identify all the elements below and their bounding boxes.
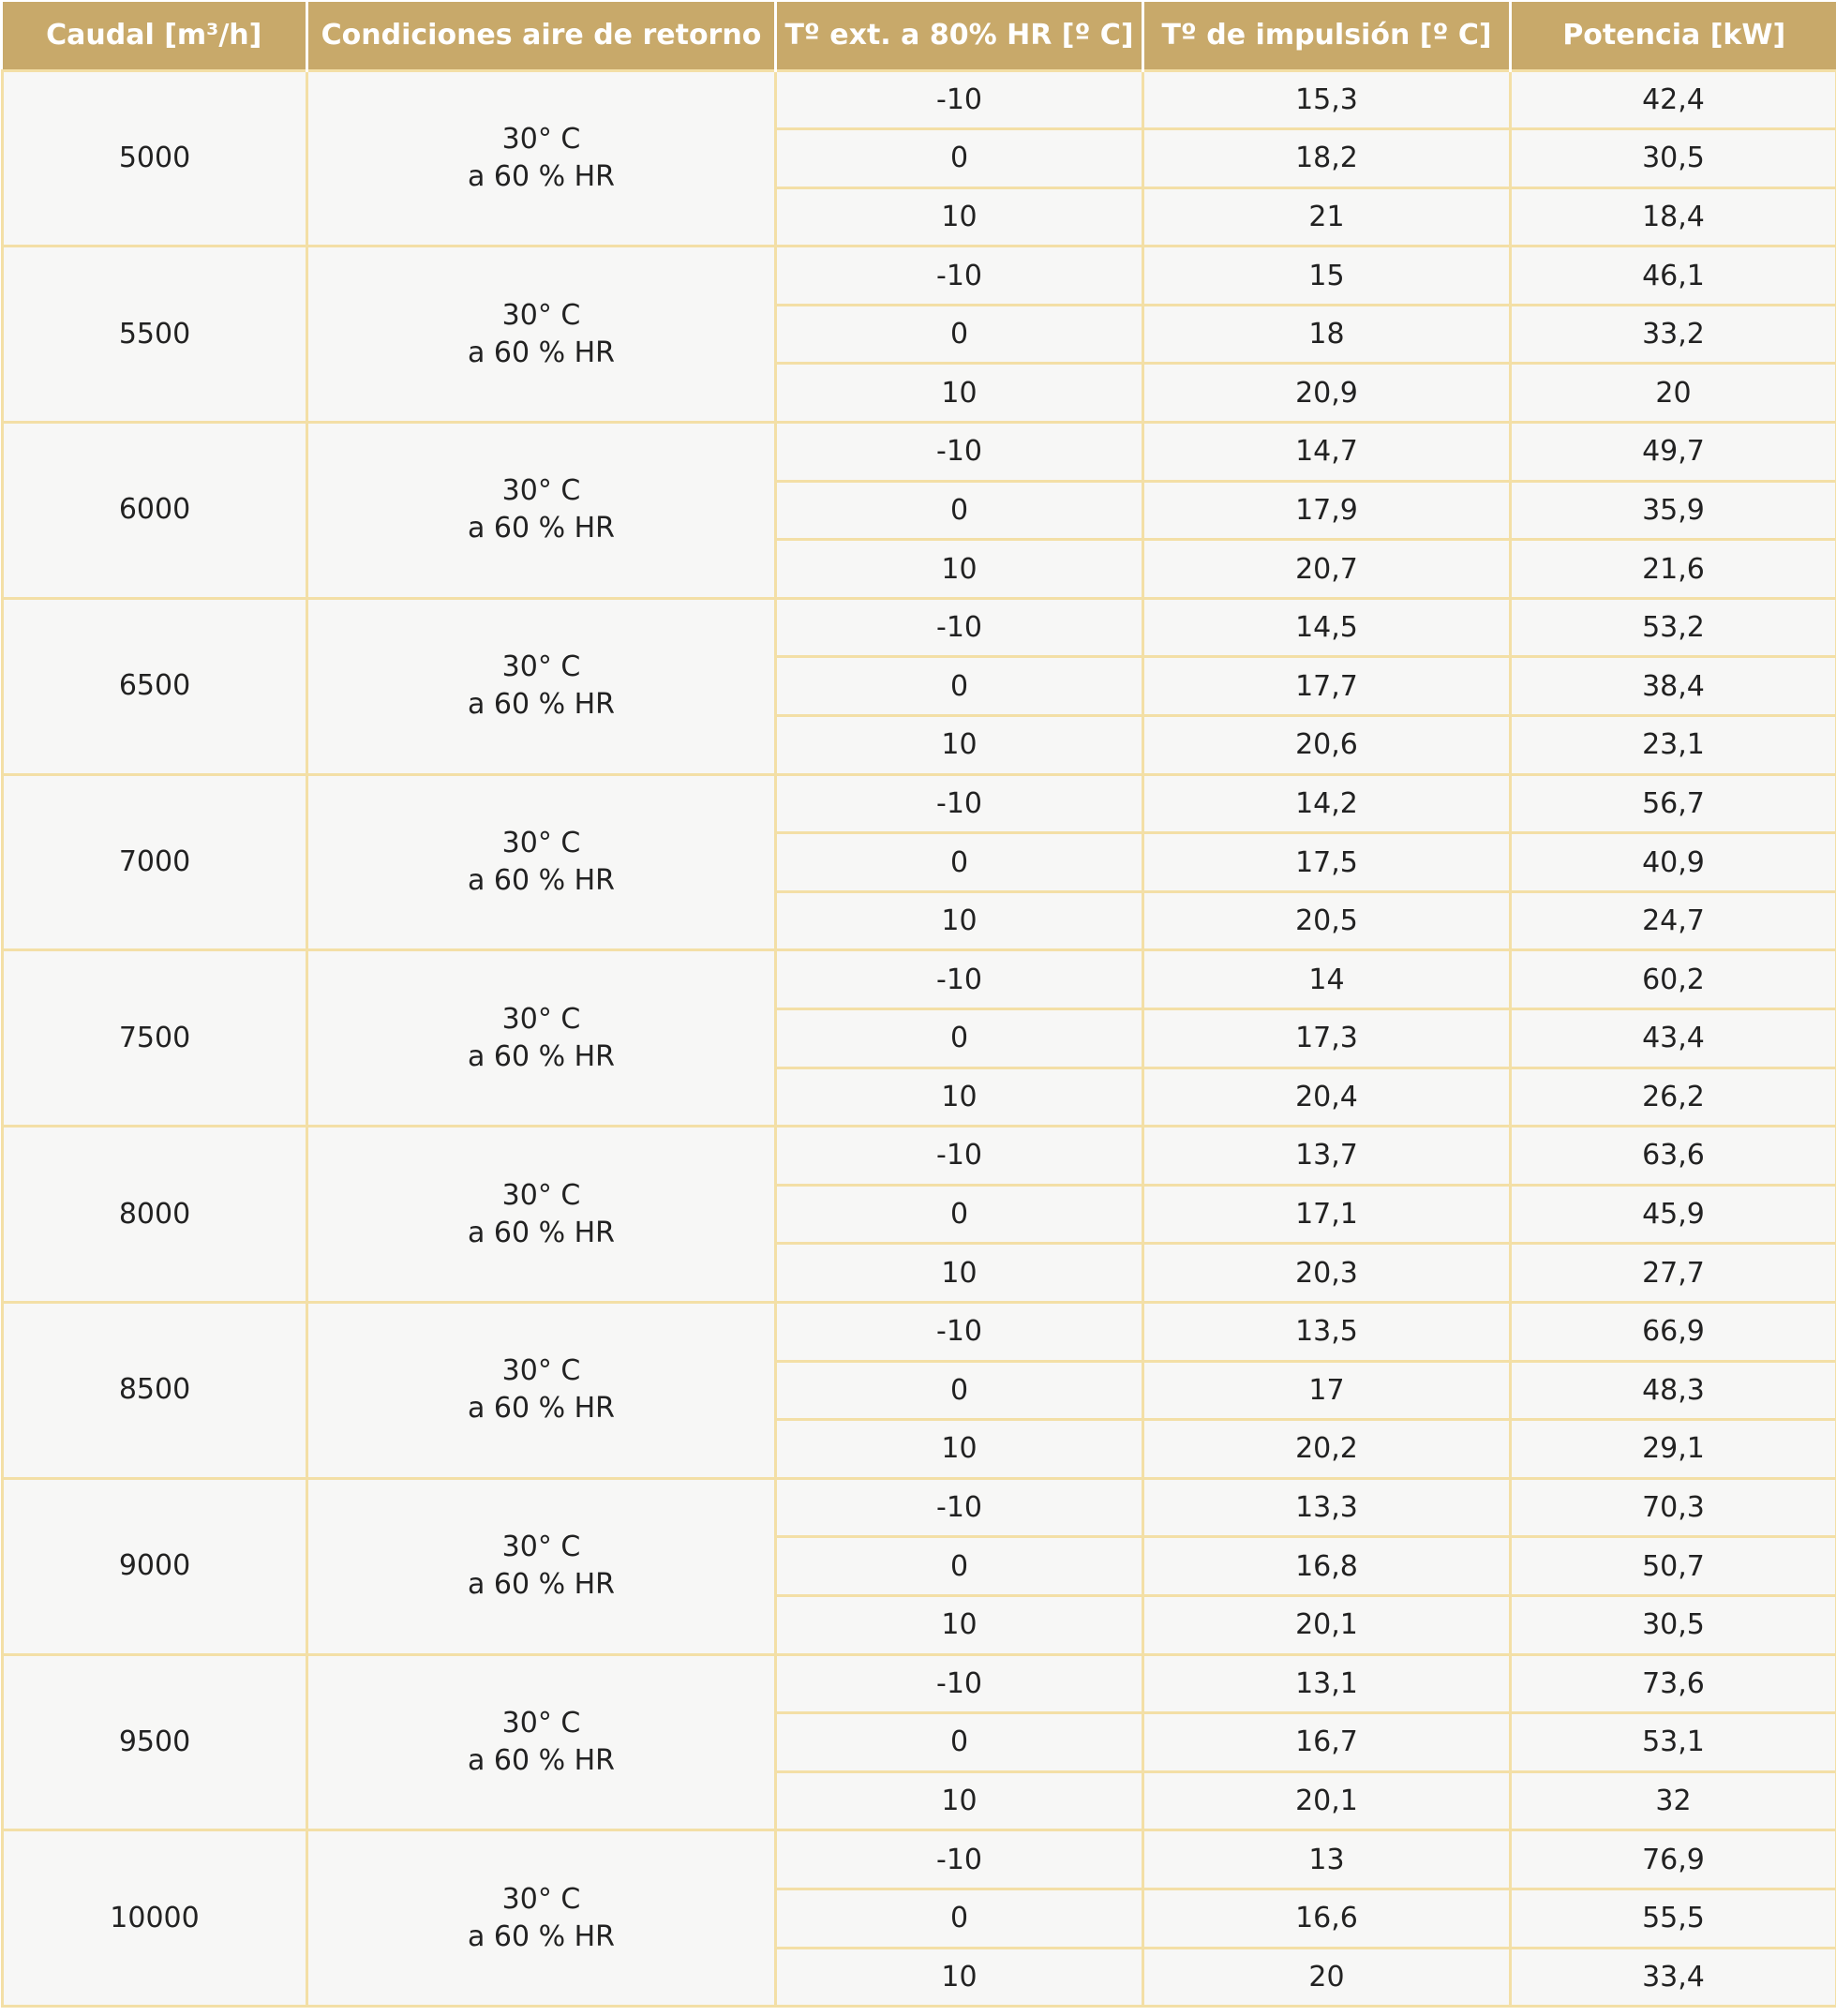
t-ext-cell: -10: [776, 1478, 1143, 1537]
t-ext-cell: -10: [776, 774, 1143, 833]
caudal-cell: 9500: [3, 1654, 307, 1830]
potencia-cell: 38,4: [1511, 657, 1836, 716]
t-impulsion-cell: 15: [1143, 246, 1511, 306]
t-impulsion-cell: 17,7: [1143, 657, 1511, 716]
header-row: [3, 2, 1836, 70]
condiciones-humidity: a 60 % HR: [467, 1743, 616, 1777]
caudal-cell: 10000: [3, 1830, 307, 2007]
t-impulsion-cell: 20,4: [1143, 1068, 1511, 1127]
potencia-cell: 42,4: [1511, 70, 1836, 129]
table-row: [3, 950, 1836, 1009]
condiciones-temp: 30° C: [501, 122, 581, 156]
t-ext-cell: 0: [776, 1009, 1143, 1068]
condiciones-humidity: a 60 % HR: [467, 159, 616, 193]
table-row: [3, 1478, 1836, 1537]
header-condiciones: Condiciones aire de retorno: [307, 2, 776, 70]
caudal-cell: 6500: [3, 598, 307, 774]
condiciones-temp: 30° C: [501, 474, 581, 508]
t-impulsion-cell: 20,1: [1143, 1771, 1511, 1830]
potencia-cell: 21,6: [1511, 540, 1836, 599]
t-impulsion-cell: 20,6: [1143, 716, 1511, 775]
condiciones-humidity: a 60 % HR: [467, 688, 616, 722]
potencia-cell: 18,4: [1511, 187, 1836, 246]
t-ext-cell: 0: [776, 657, 1143, 716]
caudal-cell: 5000: [3, 70, 307, 246]
potencia-cell: 56,7: [1511, 774, 1836, 833]
potencia-cell: 66,9: [1511, 1302, 1836, 1361]
condiciones-humidity: a 60 % HR: [467, 1568, 616, 1602]
t-ext-cell: -10: [776, 1302, 1143, 1361]
t-impulsion-cell: 16,8: [1143, 1537, 1511, 1596]
potencia-cell: 26,2: [1511, 1068, 1836, 1127]
condiciones-cell: [307, 423, 776, 599]
t-ext-cell: -10: [776, 1830, 1143, 1889]
t-ext-cell: 0: [776, 481, 1143, 540]
potencia-cell: 30,5: [1511, 129, 1836, 188]
t-ext-cell: 10: [776, 716, 1143, 775]
t-impulsion-cell: 13,3: [1143, 1478, 1511, 1537]
t-impulsion-cell: 14,2: [1143, 774, 1511, 833]
t-impulsion-cell: 20,9: [1143, 364, 1511, 423]
condiciones-cell: [307, 774, 776, 950]
t-ext-cell: 0: [776, 833, 1143, 892]
t-ext-cell: -10: [776, 950, 1143, 1009]
potencia-cell: 29,1: [1511, 1420, 1836, 1479]
header-t-impulsion: Tº de impulsión [º C]: [1143, 2, 1511, 70]
table-body: [3, 70, 1836, 2007]
t-impulsion-cell: 14,5: [1143, 598, 1511, 657]
condiciones-cell: [307, 246, 776, 423]
condiciones-temp: 30° C: [501, 827, 581, 860]
caudal-cell: 6000: [3, 423, 307, 599]
potencia-cell: 48,3: [1511, 1361, 1836, 1420]
caudal-cell: 8500: [3, 1302, 307, 1478]
caudal-cell: 7500: [3, 950, 307, 1127]
condiciones-temp: 30° C: [501, 1882, 581, 1916]
performance-table: [1, 2, 1836, 2008]
condiciones-cell: [307, 1654, 776, 1830]
t-impulsion-cell: 14,7: [1143, 423, 1511, 482]
t-ext-cell: -10: [776, 423, 1143, 482]
t-impulsion-cell: 14: [1143, 950, 1511, 1009]
t-ext-cell: 0: [776, 1713, 1143, 1772]
t-impulsion-cell: 15,3: [1143, 70, 1511, 129]
potencia-cell: 45,9: [1511, 1185, 1836, 1244]
potencia-cell: 76,9: [1511, 1830, 1836, 1889]
t-ext-cell: -10: [776, 598, 1143, 657]
condiciones-humidity: a 60 % HR: [467, 1919, 616, 1953]
t-impulsion-cell: 16,7: [1143, 1713, 1511, 1772]
condiciones-temp: 30° C: [501, 650, 581, 684]
table-header: [3, 2, 1836, 70]
potencia-cell: 30,5: [1511, 1595, 1836, 1654]
potencia-cell: 63,6: [1511, 1127, 1836, 1186]
t-ext-cell: 10: [776, 1948, 1143, 2007]
t-impulsion-cell: 21: [1143, 187, 1511, 246]
t-ext-cell: 10: [776, 1420, 1143, 1479]
condiciones-humidity: a 60 % HR: [467, 1216, 616, 1249]
condiciones-cell: [307, 598, 776, 774]
t-ext-cell: -10: [776, 70, 1143, 129]
t-impulsion-cell: 20,3: [1143, 1244, 1511, 1303]
caudal-cell: 8000: [3, 1127, 307, 1303]
potencia-cell: 35,9: [1511, 481, 1836, 540]
t-impulsion-cell: 20,5: [1143, 891, 1511, 950]
t-impulsion-cell: 13,7: [1143, 1127, 1511, 1186]
table-row: [3, 1830, 1836, 1889]
condiciones-cell: [307, 1302, 776, 1478]
potencia-cell: 60,2: [1511, 950, 1836, 1009]
potencia-cell: 40,9: [1511, 833, 1836, 892]
t-impulsion-cell: 17,3: [1143, 1009, 1511, 1068]
t-ext-cell: 10: [776, 891, 1143, 950]
t-impulsion-cell: 20,7: [1143, 540, 1511, 599]
potencia-cell: 23,1: [1511, 716, 1836, 775]
header-caudal: Caudal [m³/h]: [3, 2, 307, 70]
condiciones-temp: 30° C: [501, 298, 581, 332]
potencia-cell: 53,2: [1511, 598, 1836, 657]
potencia-cell: 46,1: [1511, 246, 1836, 306]
potencia-cell: 49,7: [1511, 423, 1836, 482]
t-impulsion-cell: 18: [1143, 305, 1511, 364]
t-ext-cell: 10: [776, 540, 1143, 599]
t-impulsion-cell: 18,2: [1143, 129, 1511, 188]
t-impulsion-cell: 17,1: [1143, 1185, 1511, 1244]
condiciones-temp: 30° C: [501, 1178, 581, 1212]
potencia-cell: 20: [1511, 364, 1836, 423]
caudal-cell: 9000: [3, 1478, 307, 1654]
t-ext-cell: 0: [776, 305, 1143, 364]
t-impulsion-cell: 17,5: [1143, 833, 1511, 892]
t-ext-cell: -10: [776, 1654, 1143, 1713]
potencia-cell: 70,3: [1511, 1478, 1836, 1537]
t-impulsion-cell: 13: [1143, 1830, 1511, 1889]
condiciones-cell: [307, 950, 776, 1127]
table-row: [3, 1302, 1836, 1361]
t-ext-cell: 0: [776, 1361, 1143, 1420]
t-impulsion-cell: 20: [1143, 1948, 1511, 2007]
t-ext-cell: 10: [776, 364, 1143, 423]
condiciones-cell: [307, 1127, 776, 1303]
table-row: [3, 1654, 1836, 1713]
t-impulsion-cell: 20,1: [1143, 1595, 1511, 1654]
table-row: [3, 70, 1836, 129]
t-ext-cell: 10: [776, 187, 1143, 246]
table-row: [3, 423, 1836, 482]
table-row: [3, 598, 1836, 657]
t-ext-cell: -10: [776, 1127, 1143, 1186]
condiciones-temp: 30° C: [501, 1706, 581, 1740]
t-ext-cell: 10: [776, 1068, 1143, 1127]
t-impulsion-cell: 17,9: [1143, 481, 1511, 540]
condiciones-cell: [307, 1478, 776, 1654]
t-impulsion-cell: 20,2: [1143, 1420, 1511, 1479]
condiciones-humidity: a 60 % HR: [467, 864, 616, 898]
condiciones-humidity: a 60 % HR: [467, 336, 616, 369]
caudal-cell: 5500: [3, 246, 307, 423]
caudal-cell: 7000: [3, 774, 307, 950]
condiciones-humidity: a 60 % HR: [467, 1392, 616, 1426]
t-ext-cell: 10: [776, 1244, 1143, 1303]
header-t-ext: Tº ext. a 80% HR [º C]: [776, 2, 1143, 70]
condiciones-temp: 30° C: [501, 1531, 581, 1564]
potencia-cell: 55,5: [1511, 1889, 1836, 1948]
condiciones-cell: [307, 70, 776, 246]
condiciones-cell: [307, 1830, 776, 2007]
header-potencia: Potencia [kW]: [1511, 2, 1836, 70]
t-ext-cell: 0: [776, 1185, 1143, 1244]
condiciones-humidity: a 60 % HR: [467, 512, 616, 545]
condiciones-temp: 30° C: [501, 1354, 581, 1388]
t-impulsion-cell: 17: [1143, 1361, 1511, 1420]
t-impulsion-cell: 13,5: [1143, 1302, 1511, 1361]
potencia-cell: 53,1: [1511, 1713, 1836, 1772]
t-impulsion-cell: 16,6: [1143, 1889, 1511, 1948]
condiciones-humidity: a 60 % HR: [467, 1039, 616, 1073]
t-ext-cell: 0: [776, 1537, 1143, 1596]
potencia-cell: 32: [1511, 1771, 1836, 1830]
t-ext-cell: 10: [776, 1771, 1143, 1830]
t-ext-cell: 10: [776, 1595, 1143, 1654]
t-ext-cell: 0: [776, 1889, 1143, 1948]
potencia-cell: 33,4: [1511, 1948, 1836, 2007]
potencia-cell: 33,2: [1511, 305, 1836, 364]
table-row: [3, 246, 1836, 306]
potencia-cell: 24,7: [1511, 891, 1836, 950]
potencia-cell: 50,7: [1511, 1537, 1836, 1596]
condiciones-temp: 30° C: [501, 1002, 581, 1036]
table-row: [3, 1127, 1836, 1186]
potencia-cell: 43,4: [1511, 1009, 1836, 1068]
potencia-cell: 27,7: [1511, 1244, 1836, 1303]
potencia-cell: 73,6: [1511, 1654, 1836, 1713]
t-ext-cell: -10: [776, 246, 1143, 306]
t-ext-cell: 0: [776, 129, 1143, 188]
t-impulsion-cell: 13,1: [1143, 1654, 1511, 1713]
table-row: [3, 774, 1836, 833]
